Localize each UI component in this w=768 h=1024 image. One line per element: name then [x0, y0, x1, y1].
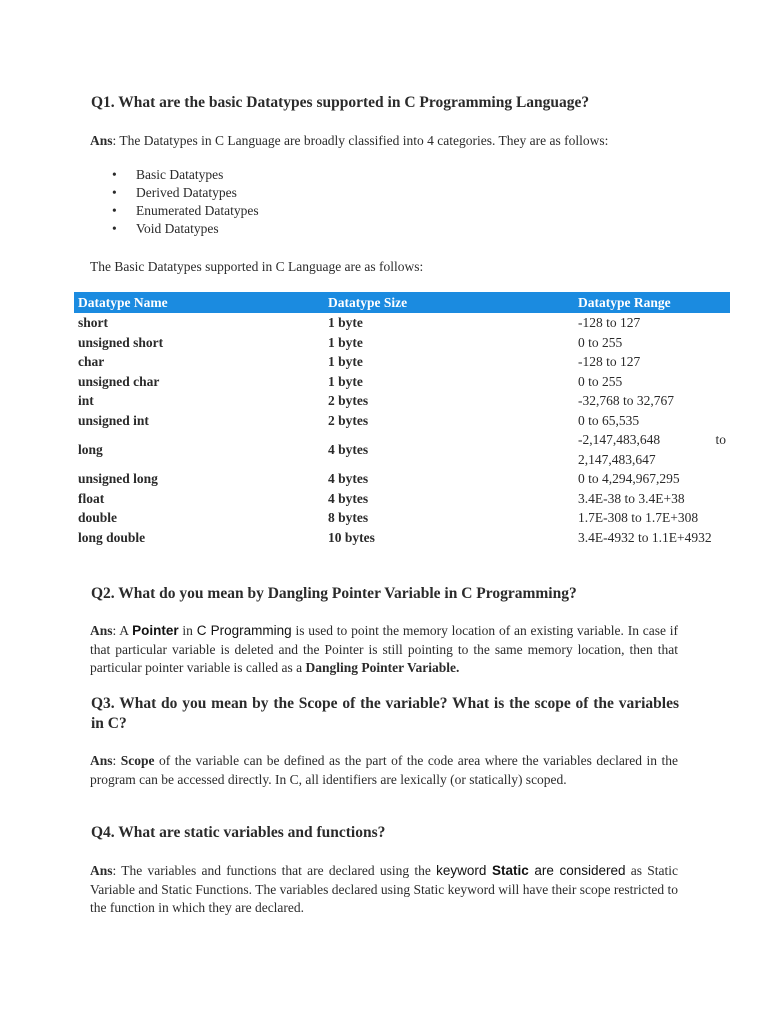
datatype-table	[74, 292, 730, 547]
cell-range: 1.7E-308 to 1.7E+308	[578, 510, 699, 525]
table-row	[74, 313, 730, 333]
ans-label: Ans	[90, 753, 113, 768]
cell-name: unsigned char	[78, 373, 160, 389]
cell-range: -128 to 127	[578, 315, 641, 330]
column-header-range: Datatype Range	[574, 292, 730, 313]
answer-text: of the variable can be defined as the part of the code area where the variables declared in the program can be accessed directly. In C, all identifiers are lexically (or statically) scoped.	[90, 753, 678, 787]
question-3-title: Q3. What do you mean by the Scope of the variable? What is the scope of the variables in C?	[91, 695, 679, 732]
question-2-title: Q2. What do you mean by Dangling Pointer Variable in C Programming?	[91, 585, 577, 602]
c-programming-term: C Programming	[196, 623, 292, 638]
list-item: • Void Datatypes	[112, 220, 259, 238]
answer-text: : The variables and functions that are declared using the	[112, 863, 437, 878]
keyword-term: keyword	[436, 863, 492, 878]
pointer-term: Pointer	[132, 623, 179, 638]
cell-size: 2 bytes	[328, 412, 369, 428]
cell-range: -32,768 to 32,767	[578, 393, 674, 408]
list-item: • Derived Datatypes	[112, 184, 259, 202]
table-row	[74, 508, 730, 528]
cell-name: long double	[78, 529, 146, 545]
list-item: • Enumerated Datatypes	[112, 202, 259, 220]
question-4-title: Q4. What are static variables and functions?	[91, 824, 386, 841]
table-row	[74, 430, 730, 469]
ans-label: Ans	[90, 863, 113, 878]
column-header-size: Datatype Size	[324, 292, 574, 313]
cell-range: 0 to 255	[578, 373, 623, 389]
answer-text: : A	[112, 623, 133, 638]
cell-name: short	[78, 315, 108, 330]
ans-label: Ans	[90, 623, 113, 638]
cell-range: -128 to 127	[578, 354, 641, 369]
cell-range: 0 to 4,294,967,295	[578, 471, 680, 486]
scope-term: Scope	[120, 753, 155, 768]
question-3-answer	[90, 752, 678, 789]
question-4-answer	[90, 862, 678, 918]
question-1-title: Q1. What are the basic Datatypes supported in C Programming Language?	[91, 94, 590, 111]
cell-range: 3.4E-4932 to 1.1E+4932	[578, 529, 712, 545]
cell-name: int	[78, 393, 94, 408]
cell-size: 4 bytes	[328, 490, 369, 506]
are-considered-term: are considered	[528, 863, 626, 878]
cell-size: 1 byte	[328, 334, 363, 350]
table-header-row	[74, 292, 730, 313]
answer-text: :	[112, 753, 121, 768]
table-row	[74, 411, 730, 431]
table-intro: The Basic Datatypes supported in C Language are as follows:	[90, 259, 424, 274]
cell-size: 1 byte	[328, 373, 363, 389]
table-row	[74, 489, 730, 509]
cell-name: float	[78, 490, 105, 506]
table-row	[74, 372, 730, 392]
cell-range: 0 to 255	[578, 334, 623, 350]
static-term: Static	[491, 863, 529, 878]
question-2-answer	[90, 622, 678, 678]
table-row	[74, 469, 730, 489]
table-row	[74, 391, 730, 411]
cell-range	[574, 430, 730, 469]
datatype-category-list	[112, 166, 259, 238]
answer-text: is used to point the memory location of an existing variable. In case if that particular variable is deleted and the Pointer is still pointing to the same memory location, then that particular pointer variable is called as a	[90, 623, 678, 675]
cell-size: 2 bytes	[328, 393, 369, 408]
cell-size: 8 bytes	[328, 510, 369, 525]
cell-size: 1 byte	[328, 315, 363, 330]
cell-size: 4 bytes	[328, 471, 369, 486]
table-row	[74, 528, 730, 548]
answer-text: : The Datatypes in C Language are broadly classified into 4 categories. They are as follows:	[112, 133, 609, 148]
list-item: • Basic Datatypes	[112, 166, 259, 184]
answer-text: as Static Variable and Static Functions. The variables declared using Static keyword will have their scope restricted to the function in which they are declared.	[90, 863, 678, 915]
range-first-line	[578, 430, 726, 450]
cell-name: long	[78, 441, 103, 457]
cell-range: 0 to 65,535	[578, 412, 640, 428]
cell-name: unsigned int	[78, 412, 149, 428]
range-from: -2,147,483,648	[578, 432, 661, 447]
cell-range: 3.4E-38 to 3.4E+38	[578, 490, 685, 506]
answer-text: in	[178, 623, 197, 638]
cell-size: 4 bytes	[328, 441, 369, 457]
column-header-name: Datatype Name	[74, 292, 324, 313]
table-row	[74, 352, 730, 372]
table-row	[74, 333, 730, 353]
dangling-pointer-term: Dangling Pointer Variable.	[305, 660, 460, 675]
range-to: 2,147,483,647	[578, 451, 656, 467]
question-1-answer	[90, 132, 678, 151]
cell-name: char	[78, 354, 105, 369]
cell-size: 1 byte	[328, 354, 363, 369]
cell-size: 10 bytes	[328, 529, 375, 545]
cell-name: unsigned long	[78, 471, 158, 486]
range-to-word: to	[715, 432, 726, 447]
cell-name: unsigned short	[78, 334, 164, 350]
cell-name: double	[78, 510, 118, 525]
ans-label: Ans	[90, 133, 113, 148]
